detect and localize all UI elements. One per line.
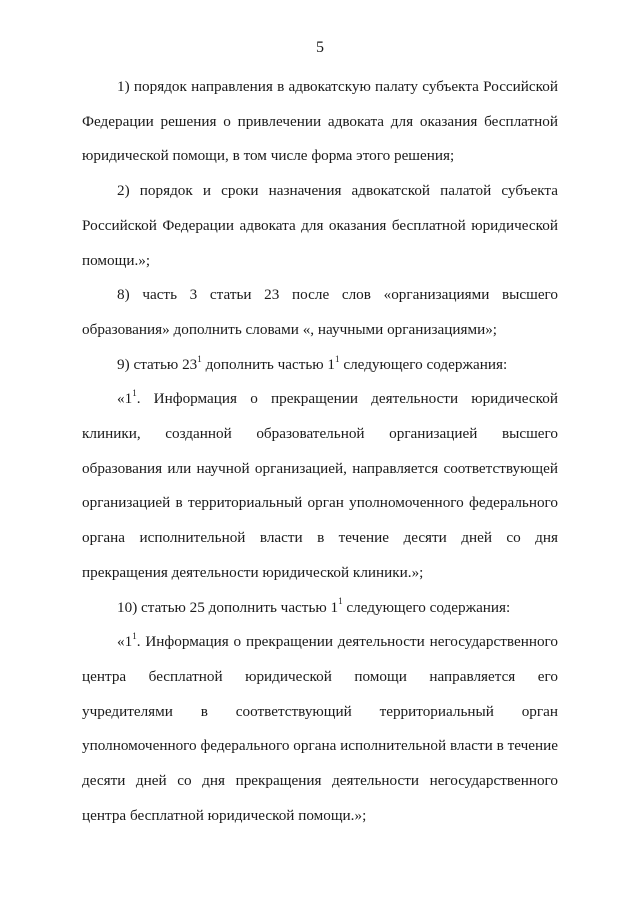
paragraph-text: 1) порядок направления в адвокатскую палату субъекта Российской Федерации решения о привлечении адвоката для оказания бесплатной юридической помощи, в том числе форма этого решения; [82,78,558,165]
paragraph-quote-legal-clinic [82,382,558,590]
superscript: 1 [335,353,340,364]
document-body [82,70,558,833]
paragraph-item-9 [82,348,558,383]
paragraph-procedure-direction [82,70,558,174]
paragraph-text: следующего содержания: [339,355,508,373]
paragraph-text: «1 [117,633,133,651]
paragraph-item-8 [82,278,558,347]
superscript: 1 [132,631,137,642]
superscript: 1 [197,353,202,364]
paragraph-text: . Информация о прекращении деятельности юридической клиники, созданной образовательной организацией высшего образования или научной организацией, направляется соответствующей организацией в территориальный орган уполномоченного федерального органа исполнительной власти в течение десяти дней со дня прекращения деятельности юридической клиники.»; [82,390,558,581]
paragraph-text: . Информация о прекращении деятельности негосударственного центра бесплатной юридической помощи направляется его учредителями в соответствующий территориальный орган уполномоченного федерального органа исполнительной власти в течение десяти дней со дня прекращения деятельности негосударственного центра бесплатной юридической помощи.»; [82,633,558,824]
paragraph-text: 9) статью 23 [117,355,198,373]
paragraph-text: «1 [117,390,133,408]
paragraph-text: следующего содержания: [342,598,511,616]
paragraph-item-10 [82,591,558,626]
superscript: 1 [338,596,343,607]
paragraph-text: 2) порядок и сроки назначения адвокатской палатой субъекта Российской Федерации адвоката для оказания бесплатной юридической помощи.»; [82,182,558,269]
paragraph-text: 8) часть 3 статьи 23 после слов «организациями высшего образования» дополнить словами «, научными организациями»; [82,286,558,338]
paragraph-text: 10) статью 25 дополнить частью 1 [117,598,339,616]
superscript: 1 [132,388,137,399]
paragraph-text: дополнить частью 1 [201,355,336,373]
page-number: 5 [316,39,324,56]
paragraph-procedure-appointment [82,174,558,278]
paragraph-quote-non-state-center [82,625,558,833]
